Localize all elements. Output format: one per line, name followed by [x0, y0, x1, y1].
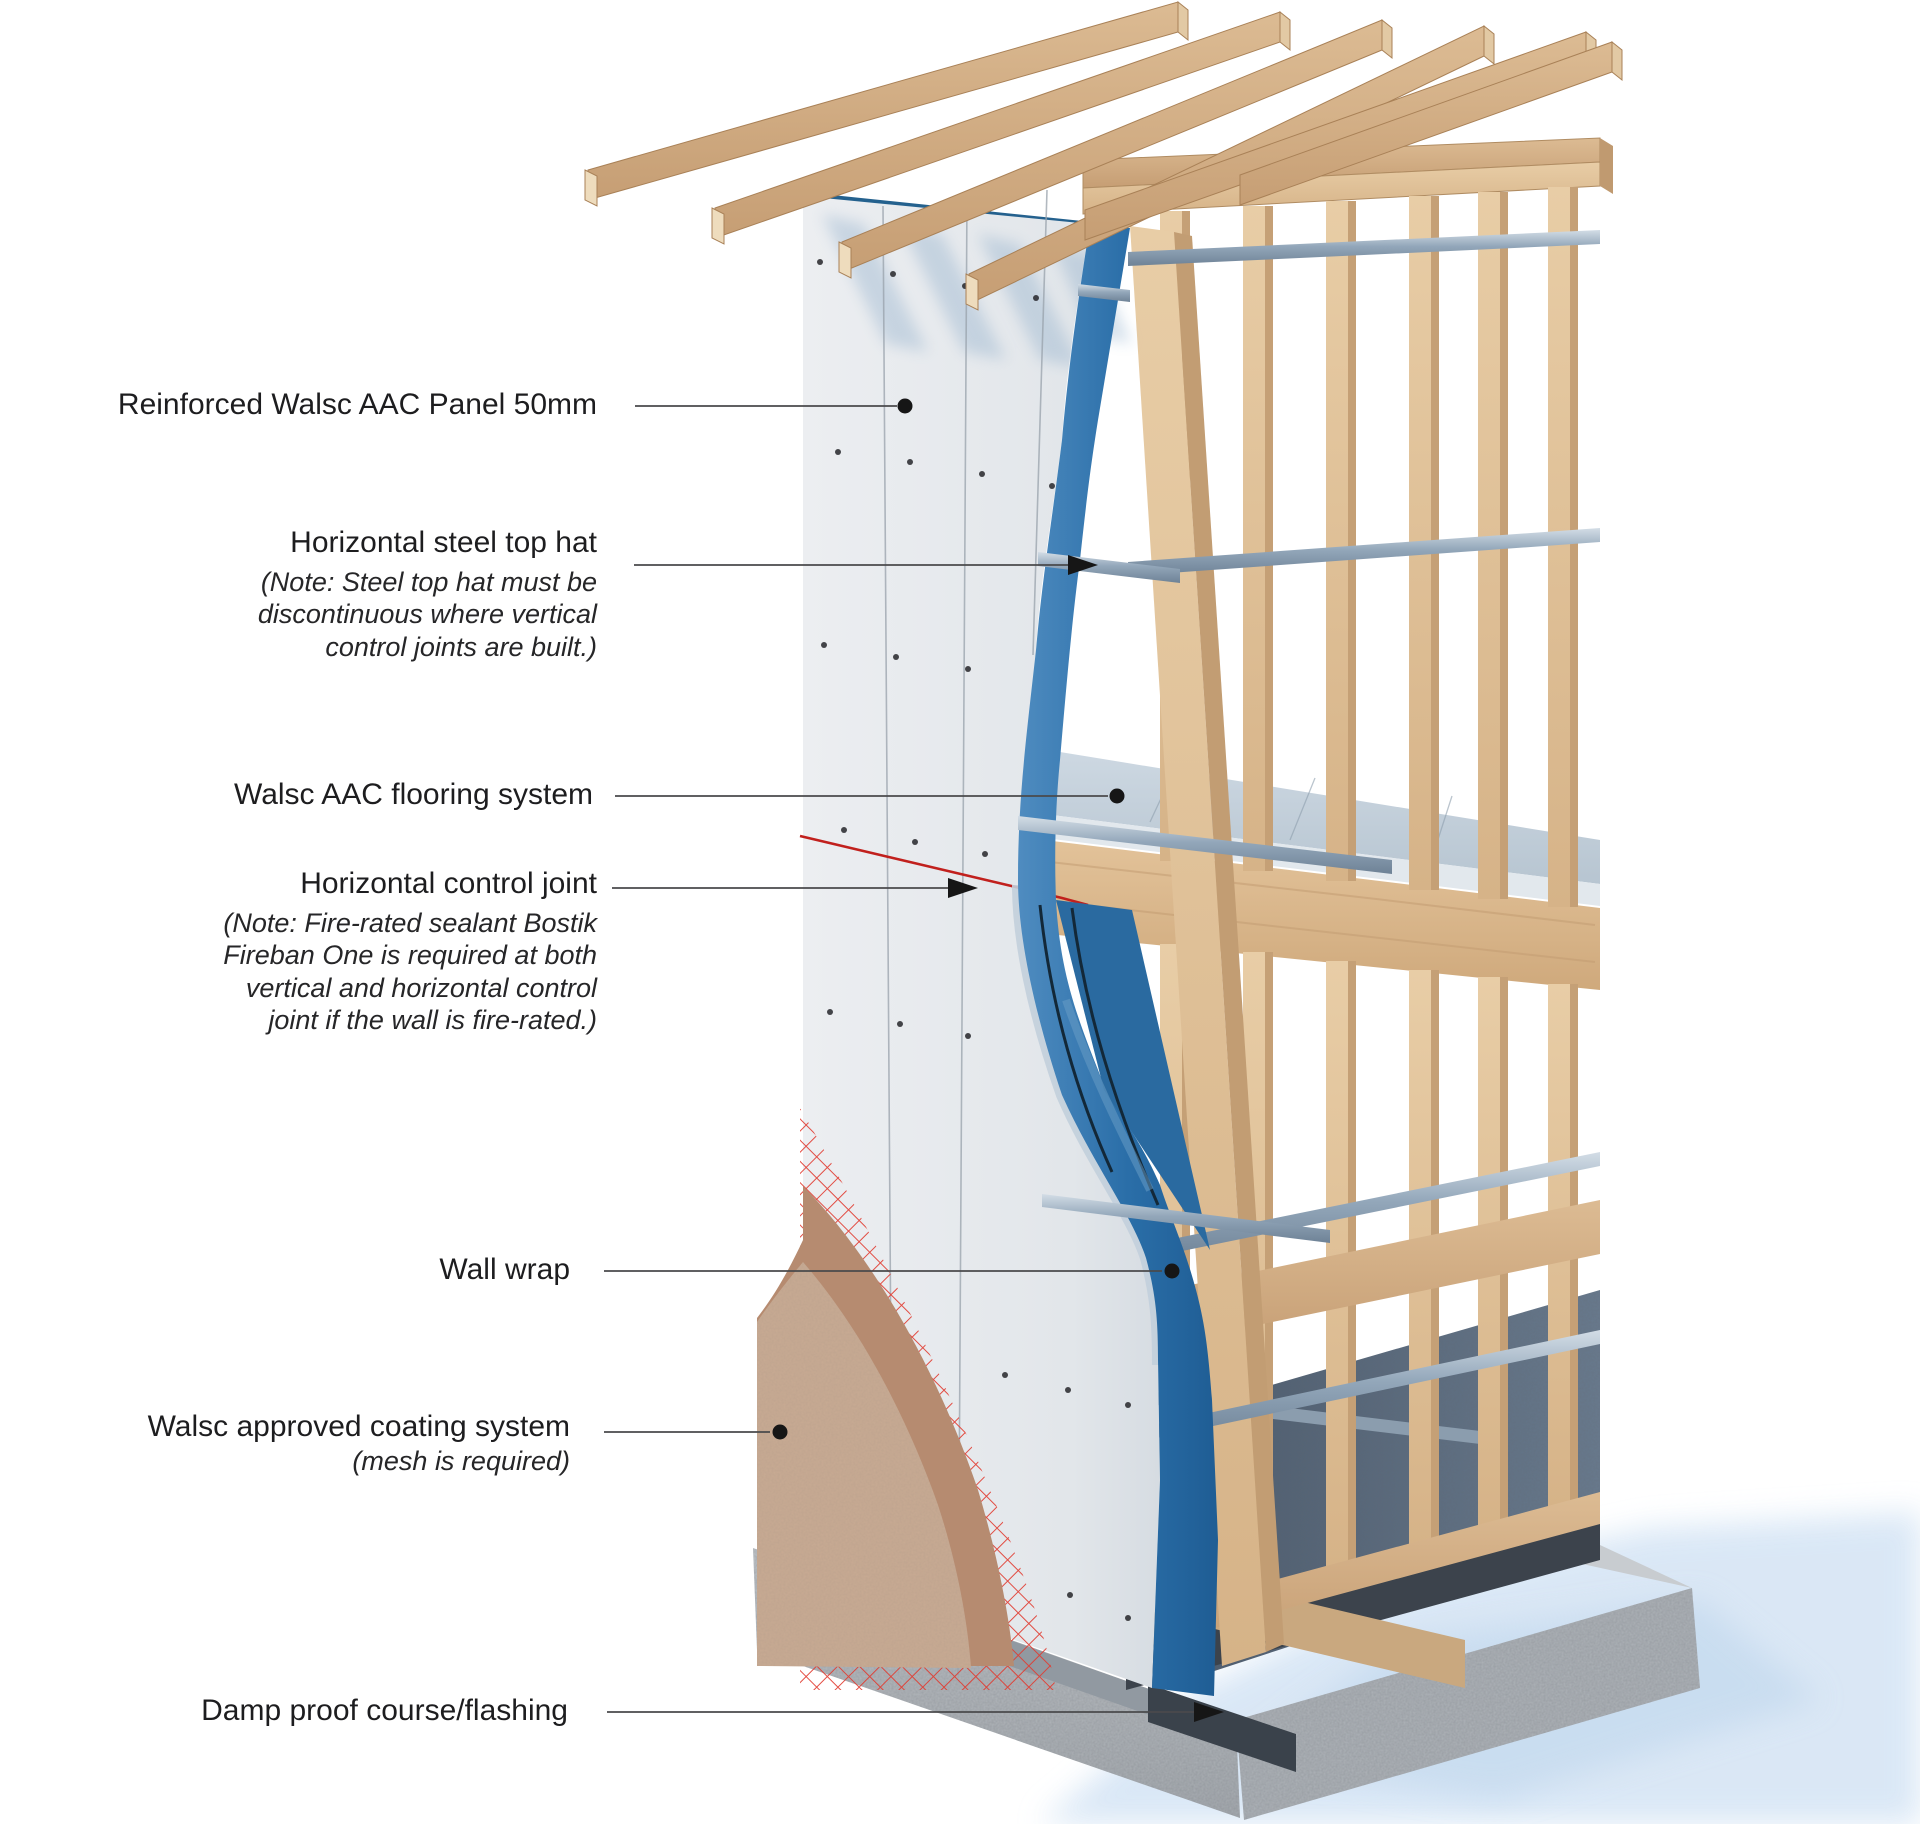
label-coating-system-note: (mesh is required) [352, 1446, 570, 1476]
label-coating-system-text: Walsc approved coating system [147, 1410, 570, 1443]
label-steel-top-hat-note: (Note: Steel top hat must be discontinuous where vertical control joints are built.) [257, 567, 597, 662]
label-aac-panel-text: Reinforced Walsc AAC Panel 50mm [117, 388, 597, 421]
label-wall-wrap-text: Wall wrap [439, 1253, 570, 1286]
label-flooring-system [234, 778, 593, 811]
label-aac-panel [118, 388, 597, 421]
label-flooring-system-text: Walsc AAC flooring system [234, 778, 593, 811]
label-dpc [201, 1694, 568, 1727]
label-coating-system [148, 1410, 570, 1477]
label-steel-top-hat-text: Horizontal steel top hat [290, 526, 597, 559]
leader-dot [1110, 789, 1125, 804]
label-steel-top-hat [258, 526, 597, 663]
leader-dot [1165, 1264, 1180, 1279]
label-control-joint [223, 867, 597, 1037]
label-control-joint-text: Horizontal control joint [300, 867, 597, 900]
label-dpc-text: Damp proof course/flashing [201, 1694, 568, 1727]
label-wall-wrap [439, 1253, 570, 1286]
leader-dot [773, 1425, 788, 1440]
leader-dot [898, 399, 913, 414]
label-control-joint-note: (Note: Fire-rated sealant Bostik Fireban One is required at both vertical and horizontal control joint if the wall is fire-rated.) [223, 908, 597, 1036]
